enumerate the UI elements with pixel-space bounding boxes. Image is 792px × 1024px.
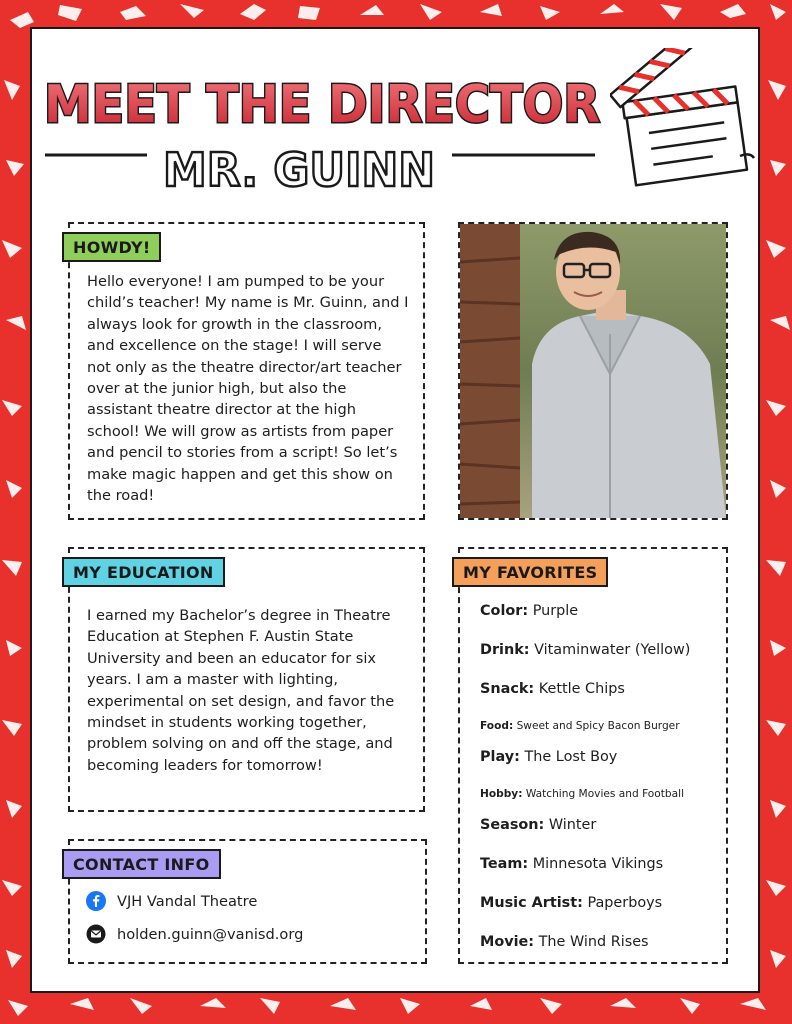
facebook-label: VJH Vandal Theatre (117, 892, 258, 910)
favorite-item: Drink: Vitaminwater (Yellow) (480, 642, 691, 658)
favorite-item: Hobby: Watching Movies and Football (480, 788, 685, 800)
facebook-icon (86, 891, 106, 911)
favorite-item: Color: Purple (480, 603, 579, 619)
favorite-item: Food: Sweet and Spicy Bacon Burger (480, 720, 680, 732)
email-icon (86, 924, 106, 944)
title-text: MEET THE DIRECTOR (44, 75, 600, 135)
favorite-item: Music Artist: Paperboys (480, 895, 663, 911)
facebook-link[interactable] (86, 891, 257, 911)
favorites-tag: MY FAVORITES (452, 557, 608, 587)
favorite-item: Movie: The Wind Rises (480, 934, 649, 950)
email-link[interactable] (86, 924, 303, 944)
clapperboard-icon (610, 48, 760, 188)
education-tag: MY EDUCATION (62, 557, 225, 587)
favorite-item: Snack: Kettle Chips (480, 681, 625, 697)
favorite-item: Team: Minnesota Vikings (480, 856, 664, 872)
howdy-text: Hello everyone! I am pumped to be your child’s teacher! My name is Mr. Guinn, and I always look for growth in the classroom, and excellence on the stage! I will serve not only as the theatre director/art teacher over at the junior high, but also the assistant theatre director at the high school! We will grow as artists from paper and pencil to stories from a script! So let’s make magic happen and get this show on the road! (87, 273, 409, 505)
director-photo (458, 222, 728, 520)
director-name-row (45, 138, 595, 196)
contact-tag: CONTACT INFO (62, 849, 221, 879)
howdy-tag: HOWDY! (62, 232, 161, 262)
favorite-item: Play: The Lost Boy (480, 749, 618, 765)
education-text: I earned my Bachelor’s degree in Theatre Education at Stephen F. Austin State University and been an educator for six years. I am a master with lighting, experimental on set design, and favor the mindset in students working together, problem solving on and off the stage, and becoming leaders for tomorrow! (87, 607, 395, 774)
email-label: holden.guinn@vanisd.org (117, 925, 304, 943)
favorite-item: Season: Winter (480, 817, 597, 833)
director-name: MR. GUINN (163, 143, 435, 197)
page-title (44, 72, 604, 135)
